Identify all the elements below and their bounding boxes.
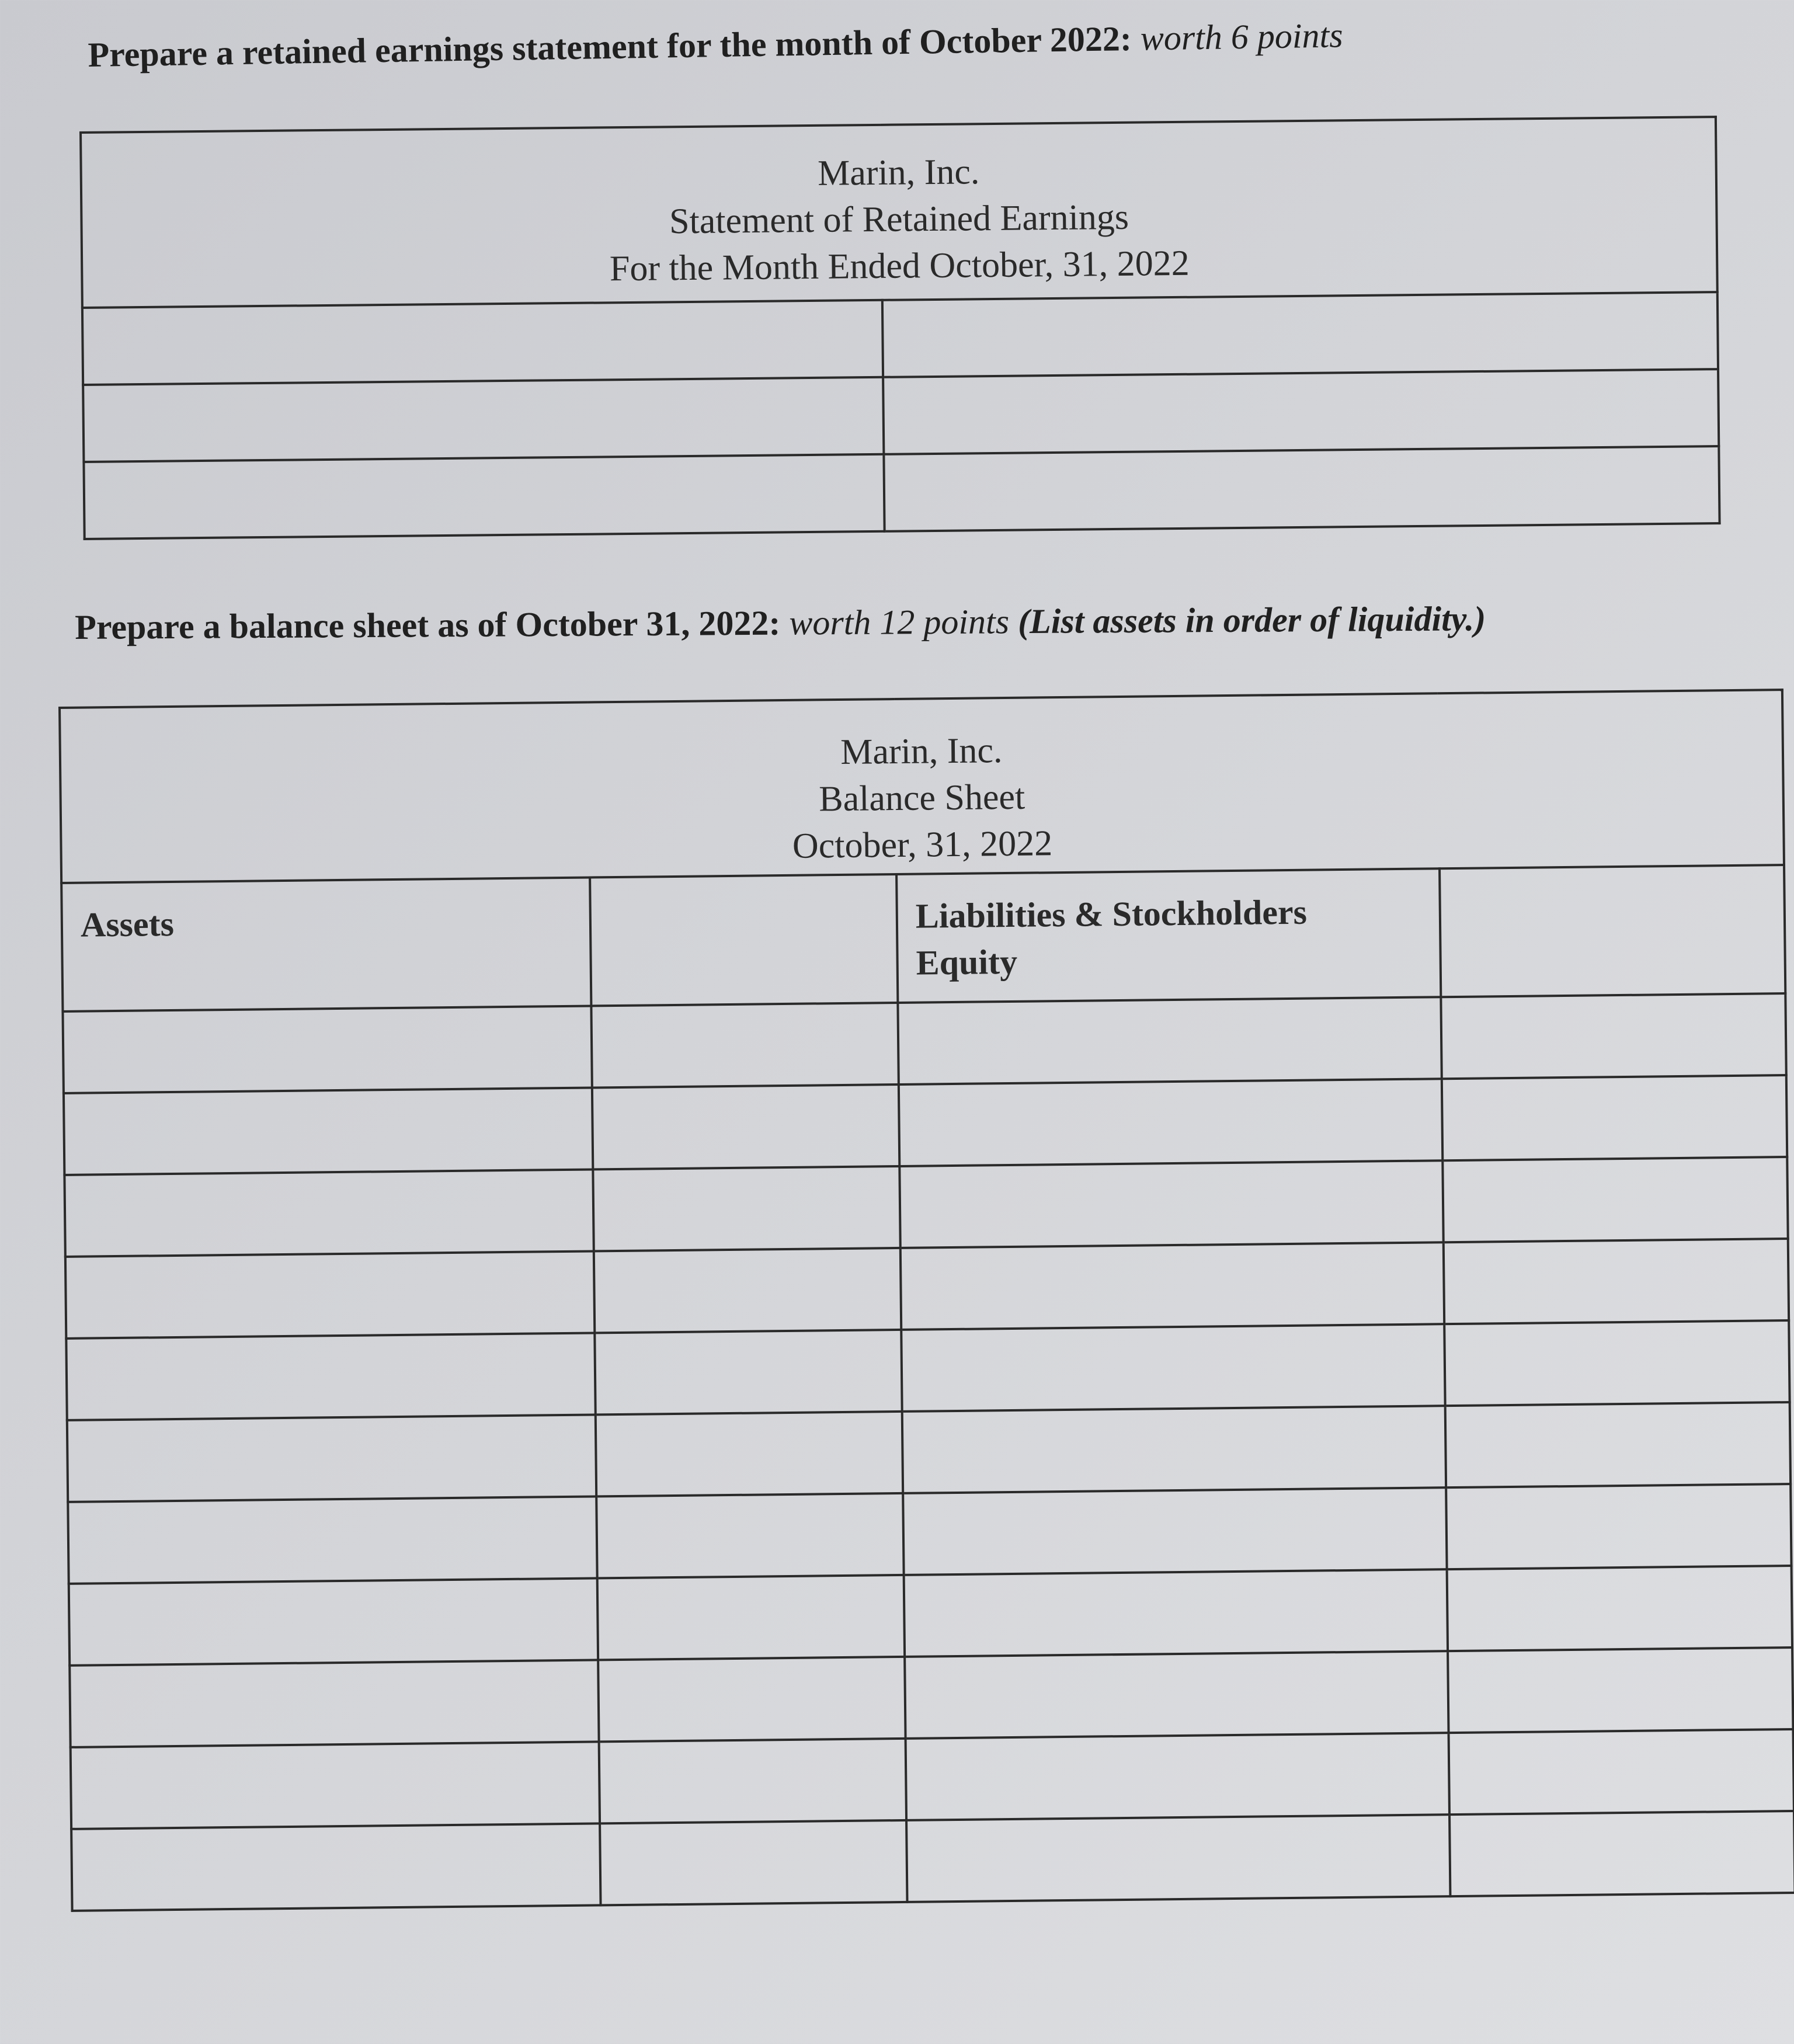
instruction-lead: Prepare a balance sheet as of October 31, 2022: <box>75 603 781 646</box>
liability-amount-cell[interactable] <box>1448 1647 1793 1733</box>
label-cell[interactable] <box>83 377 884 462</box>
liability-label-cell[interactable] <box>898 997 1441 1084</box>
company-name: Marin, Inc. <box>840 731 1003 772</box>
asset-amount-cell[interactable] <box>591 1003 898 1087</box>
instruction-points: worth 6 points <box>1140 16 1344 58</box>
assets-amount-header <box>590 874 898 1006</box>
liability-amount-cell[interactable] <box>1449 1729 1794 1814</box>
asset-label-cell[interactable] <box>64 1169 593 1256</box>
asset-amount-cell[interactable] <box>599 1739 906 1823</box>
asset-amount-cell[interactable] <box>594 1248 901 1333</box>
liabilities-header-line2: Equity <box>916 942 1018 982</box>
amount-cell[interactable] <box>883 369 1719 454</box>
statement-date: October, 31, 2022 <box>792 823 1053 866</box>
balance-sheet-header <box>60 690 1784 883</box>
liability-amount-cell[interactable] <box>1444 1239 1789 1324</box>
balance-sheet-instruction <box>75 599 1486 648</box>
liability-label-cell[interactable] <box>905 1651 1448 1739</box>
liabilities-amount-header <box>1440 865 1785 997</box>
statement-header <box>81 117 1717 308</box>
liability-amount-cell[interactable] <box>1447 1566 1792 1651</box>
retained-earnings-table <box>79 116 1721 540</box>
instruction-lead: Prepare a retained earnings statement for the month of October 2022: <box>88 19 1132 74</box>
asset-label-cell[interactable] <box>67 1414 596 1501</box>
statement-period: For the Month Ended October, 31, 2022 <box>609 243 1190 289</box>
asset-label-cell[interactable] <box>69 1578 598 1665</box>
balance-sheet-rows <box>62 993 1794 1911</box>
statement-title: Statement of Retained Earnings <box>669 197 1129 242</box>
liability-label-cell[interactable] <box>899 1079 1442 1166</box>
liability-amount-cell[interactable] <box>1444 1320 1789 1406</box>
instruction-points: worth 12 points <box>789 602 1010 642</box>
liability-amount-cell[interactable] <box>1445 1402 1790 1487</box>
asset-label-cell[interactable] <box>65 1251 594 1338</box>
asset-label-cell[interactable] <box>71 1741 600 1829</box>
asset-amount-cell[interactable] <box>596 1493 903 1578</box>
asset-amount-cell[interactable] <box>592 1084 899 1169</box>
asset-label-cell[interactable] <box>71 1823 600 1910</box>
liability-label-cell[interactable] <box>899 1160 1443 1248</box>
liability-amount-cell[interactable] <box>1442 1075 1787 1160</box>
asset-label-cell[interactable] <box>69 1660 599 1747</box>
asset-label-cell[interactable] <box>66 1333 595 1420</box>
assets-header: Assets <box>61 877 591 1011</box>
liabilities-header-line1: Liabilities & Stockholders <box>915 892 1308 936</box>
label-cell[interactable] <box>84 454 884 539</box>
retained-earnings-instruction <box>88 15 1343 75</box>
liability-label-cell[interactable] <box>906 1814 1450 1902</box>
liability-label-cell[interactable] <box>901 1324 1445 1412</box>
amount-cell[interactable] <box>884 446 1719 531</box>
asset-label-cell[interactable] <box>64 1087 593 1174</box>
asset-amount-cell[interactable] <box>596 1412 903 1496</box>
amount-cell[interactable] <box>882 292 1718 377</box>
liability-label-cell[interactable] <box>906 1733 1449 1820</box>
liability-label-cell[interactable] <box>902 1406 1446 1493</box>
instruction-note: (List assets in order of liquidity.) <box>1017 599 1486 641</box>
asset-amount-cell[interactable] <box>597 1575 905 1660</box>
liability-amount-cell[interactable] <box>1446 1484 1791 1569</box>
liabilities-equity-header <box>896 868 1441 1003</box>
asset-amount-cell[interactable] <box>598 1657 905 1741</box>
table-row <box>84 446 1719 539</box>
liability-amount-cell[interactable] <box>1449 1811 1794 1896</box>
liability-amount-cell[interactable] <box>1441 993 1786 1079</box>
asset-amount-cell[interactable] <box>600 1820 907 1905</box>
column-header-row <box>61 865 1785 1011</box>
statement-title: Balance Sheet <box>818 777 1025 819</box>
liability-label-cell[interactable] <box>901 1242 1444 1330</box>
asset-amount-cell[interactable] <box>593 1166 900 1251</box>
asset-amount-cell[interactable] <box>594 1330 902 1414</box>
liability-label-cell[interactable] <box>903 1487 1447 1575</box>
table-row <box>71 1811 1794 1911</box>
asset-label-cell[interactable] <box>62 1006 592 1093</box>
label-cell[interactable] <box>82 300 883 385</box>
company-name: Marin, Inc. <box>817 152 980 193</box>
liability-amount-cell[interactable] <box>1442 1157 1788 1242</box>
liability-label-cell[interactable] <box>904 1569 1448 1657</box>
asset-label-cell[interactable] <box>68 1496 597 1583</box>
balance-sheet-table <box>58 689 1794 1912</box>
